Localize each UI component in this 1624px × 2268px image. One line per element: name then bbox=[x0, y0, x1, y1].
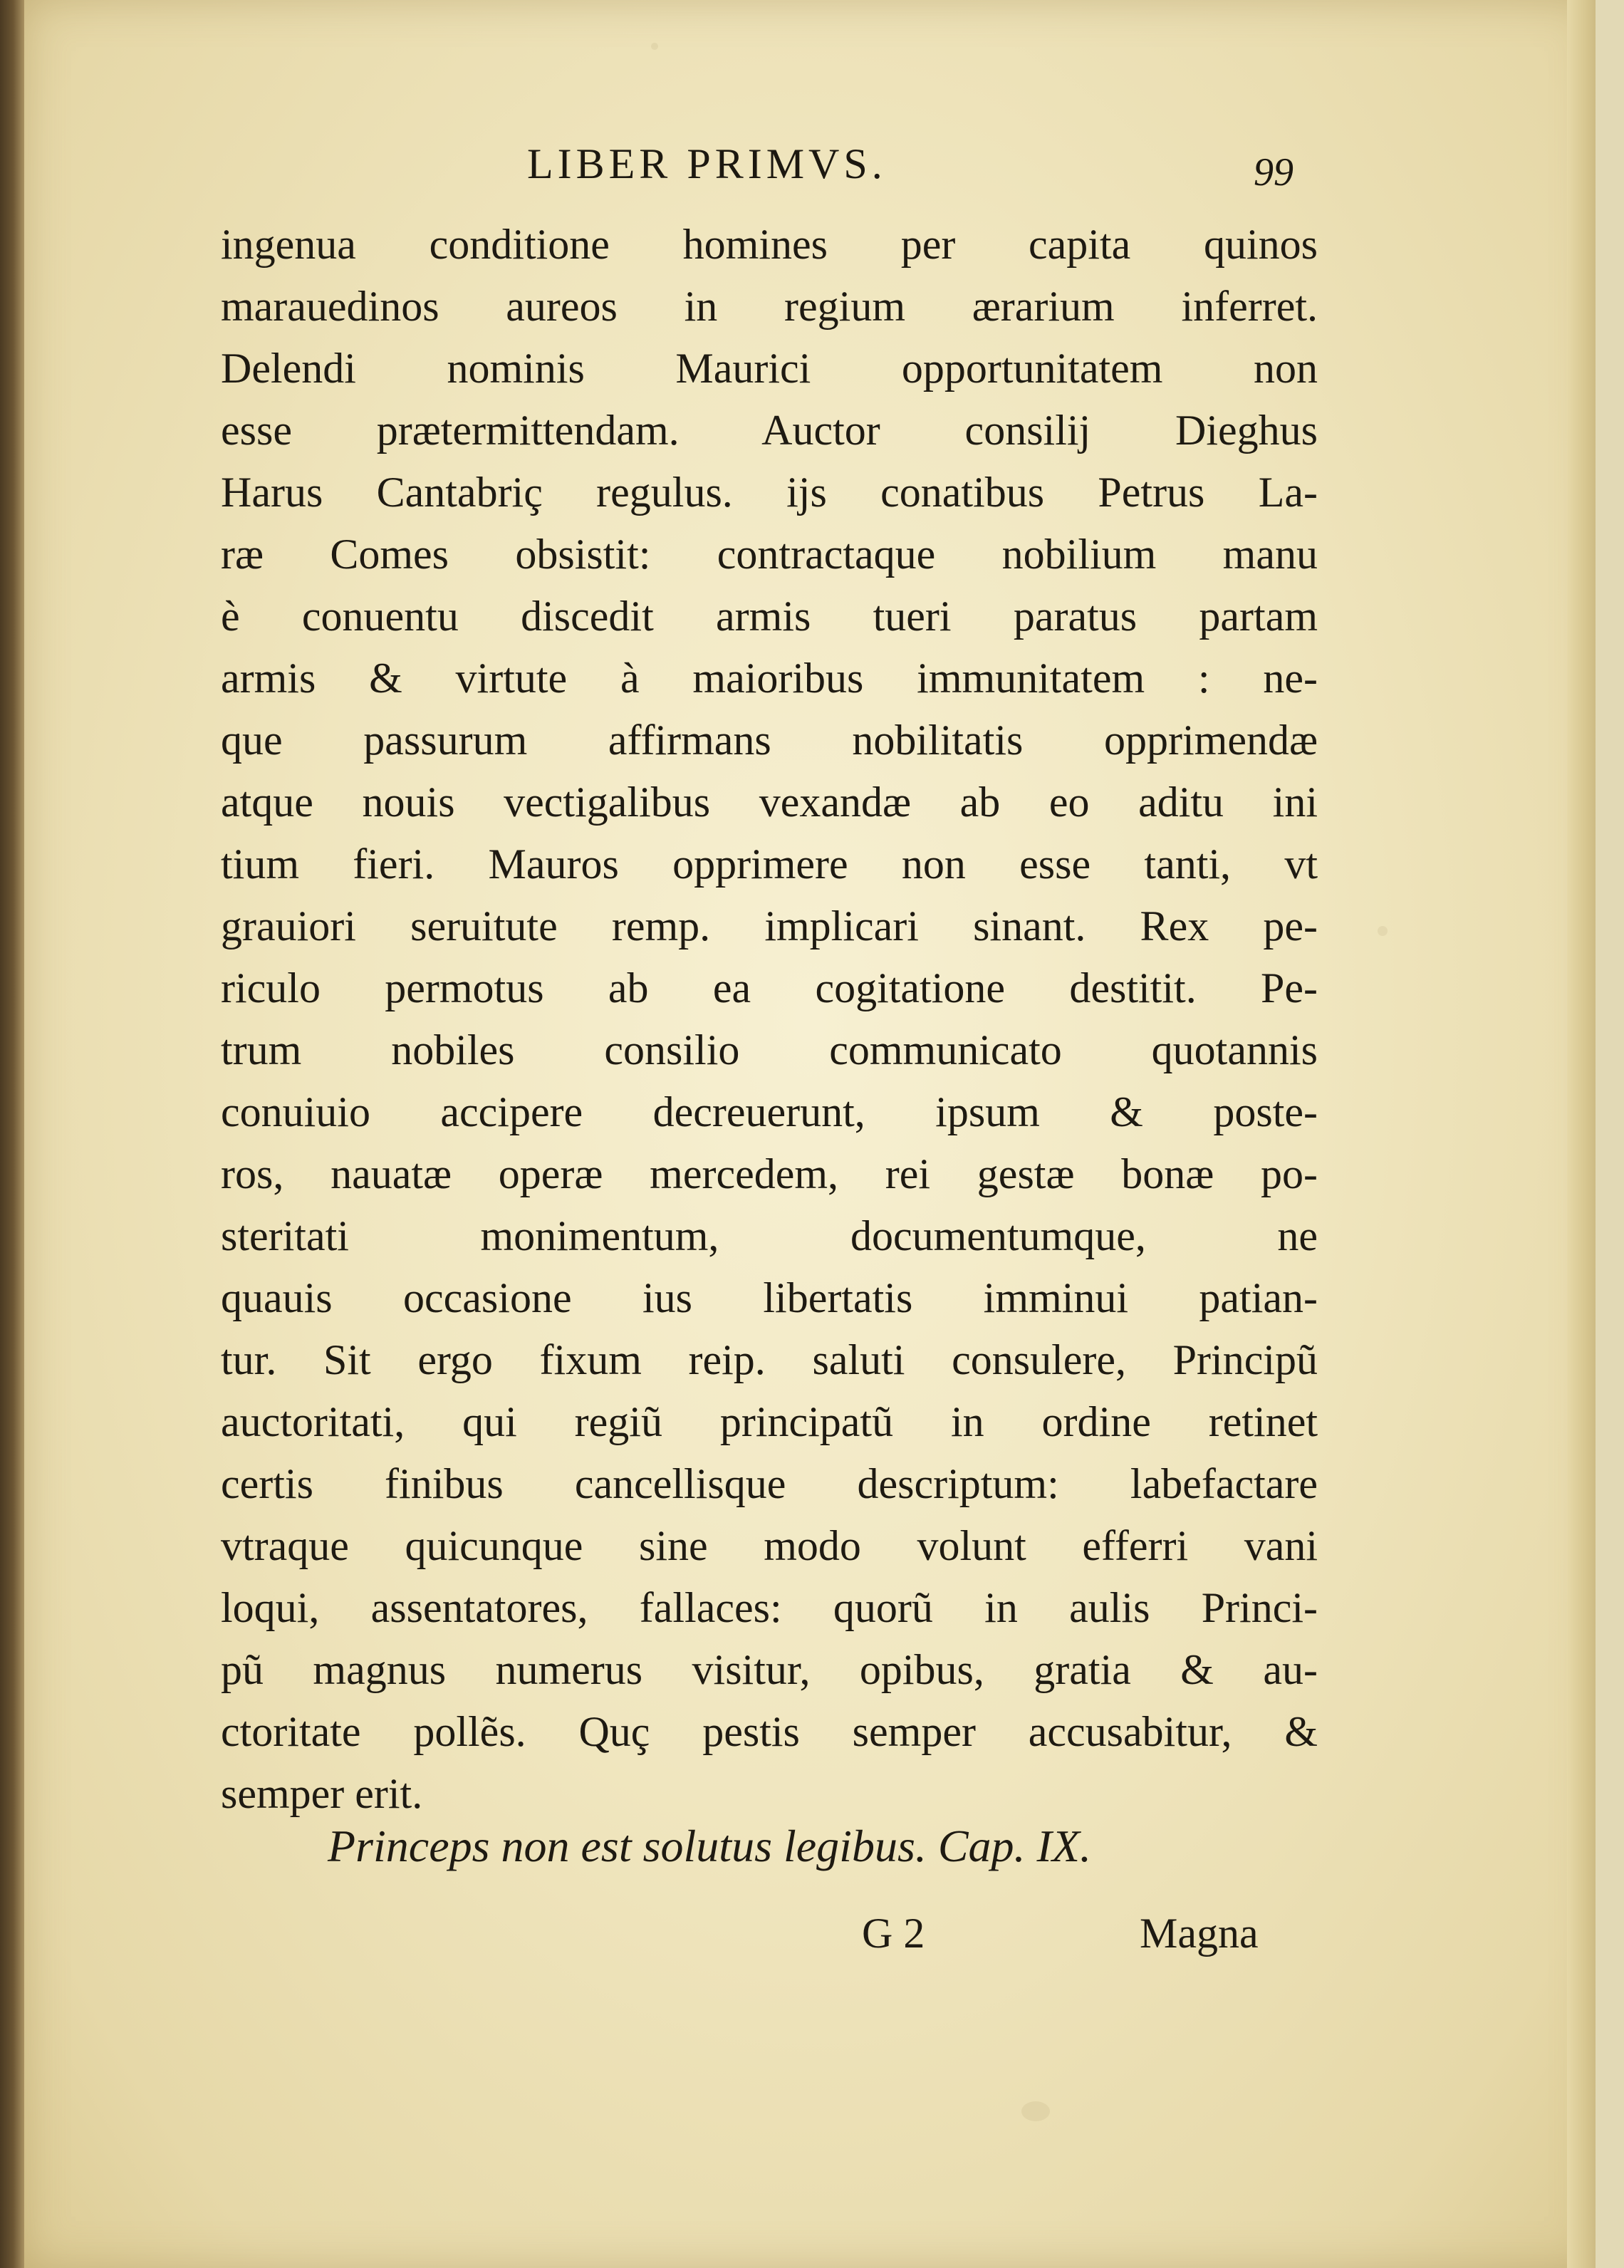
text-line: armis & virtute à maioribus immunitatem : ne- bbox=[221, 655, 1318, 702]
foxing-spot bbox=[1021, 2101, 1050, 2121]
text-line: Harus Cantabriç regulus. ijs conatibus Petrus La- bbox=[221, 469, 1318, 516]
text-line: ros, nauatæ operæ mercedem, rei gestæ bonæ po- bbox=[221, 1150, 1318, 1197]
text-line: tium fieri. Mauros opprimere non esse tanti, vt bbox=[221, 841, 1318, 888]
text-line: Delendi nominis Maurici opportunitatem non bbox=[221, 345, 1318, 392]
text-line: atque nouis vectigalibus vexandæ ab eo aditu ini bbox=[221, 779, 1318, 826]
text-line: certis finibus cancellisque descriptum: labefactare bbox=[221, 1460, 1318, 1507]
text-line: pũ magnus numerus visitur, opibus, gratia & au- bbox=[221, 1646, 1318, 1693]
text-line: ræ Comes obsistit: contractaque nobilium manu bbox=[221, 531, 1318, 578]
page-number: 99 bbox=[1254, 150, 1294, 194]
text-line: marauedinos aureos in regium ærarium inferret. bbox=[221, 283, 1318, 330]
foxing-spot bbox=[651, 43, 658, 50]
text-line: que passurum affirmans nobilitatis opprimendæ bbox=[221, 717, 1318, 764]
text-line: è conuentu discedit armis tueri paratus partam bbox=[221, 593, 1318, 640]
text-line: ctoritate pollẽs. Quç pestis semper accusabitur, & bbox=[221, 1708, 1318, 1755]
body-text bbox=[221, 214, 1318, 1825]
text-line: vtraque quicunque sine modo volunt efferri vani bbox=[221, 1522, 1318, 1569]
text-line: esse prætermittendam. Auctor consilij Dieghus bbox=[221, 407, 1318, 454]
foxing-spot bbox=[1378, 926, 1388, 936]
text-line: ingenua conditione homines per capita quinos bbox=[221, 221, 1318, 268]
catchword: Magna bbox=[1140, 1910, 1259, 1957]
text-line: conuiuio accipere decreuerunt, ipsum & poste- bbox=[221, 1088, 1318, 1135]
text-line: grauiori seruitute remp. implicari sinant. Rex pe- bbox=[221, 902, 1318, 950]
page-edge bbox=[1567, 0, 1596, 2268]
signature-mark: G 2 bbox=[862, 1910, 925, 1957]
running-head: LIBER PRIMVS. bbox=[527, 140, 887, 187]
text-line: semper erit. bbox=[221, 1770, 423, 1817]
text-line: steritati monimentum, documentumque, ne bbox=[221, 1212, 1318, 1259]
text-line: loqui, assentatores, fallaces: quorũ in aulis Princi- bbox=[221, 1584, 1318, 1631]
text-line: auctoritati, qui regiũ principatũ in ordine retinet bbox=[221, 1398, 1318, 1445]
text-line: tur. Sit ergo fixum reip. saluti consulere, Principũ bbox=[221, 1336, 1318, 1383]
chapter-heading: Princeps non est solutus legibus. Cap. IX. bbox=[328, 1821, 1091, 1871]
text-line: riculo permotus ab ea cogitatione destitit. Pe- bbox=[221, 964, 1318, 1011]
text-line: quauis occasione ius libertatis imminui patian- bbox=[221, 1274, 1318, 1321]
text-line: trum nobiles consilio communicato quotannis bbox=[221, 1026, 1318, 1073]
